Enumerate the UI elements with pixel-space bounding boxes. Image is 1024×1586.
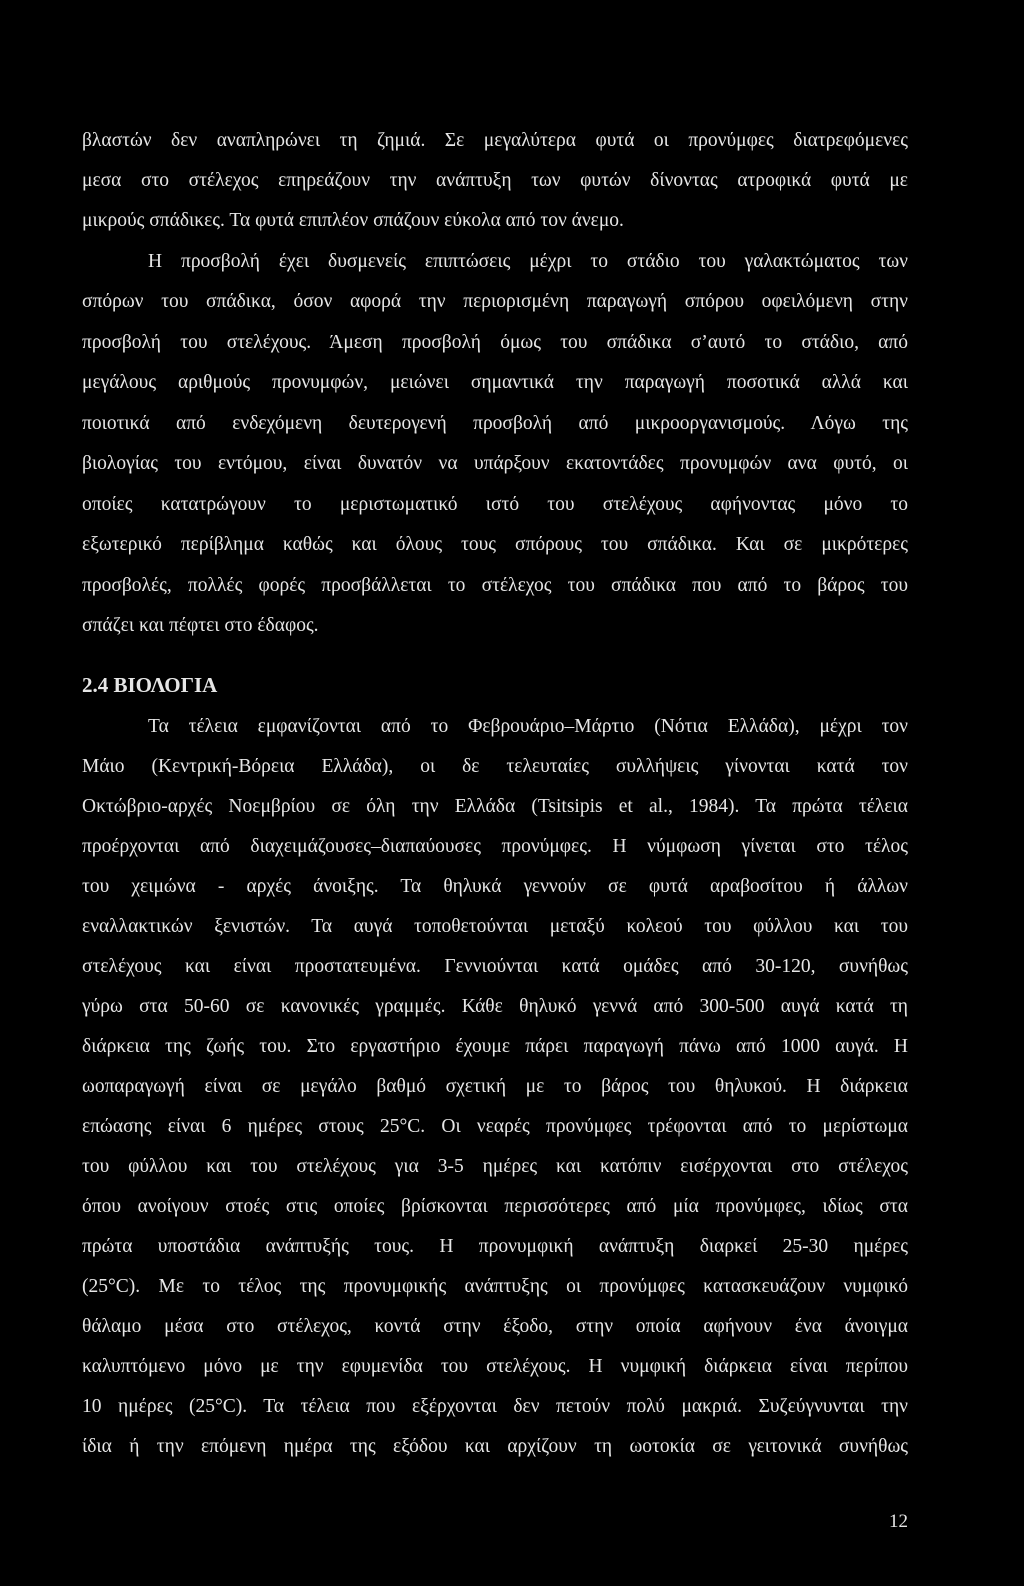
text-line: 10 ημέρες (25°C). Τα τέλεια που εξέρχονται δεν πετούν πολύ μακριά. Συζεύγνυνται την [82, 1396, 908, 1417]
text-line: οποίες κατατρώγουν το μεριστωματικό ιστό του στελέχους αφήνοντας μόνο το [82, 494, 908, 515]
text-line: εξωτερικό περίβλημα καθώς και όλους τους σπόρους του σπάδικα. Και σε μικρότερες [82, 534, 908, 555]
text-line: μικρούς σπάδικες. Τα φυτά επιπλέον σπάζουν εύκολα από τον άνεμο. [82, 210, 624, 231]
text-line: Μάιο (Κεντρική-Βόρεια Ελλάδα), οι δε τελευταίες συλλήψεις γίνονται κατά τον [82, 756, 908, 777]
text-line: μεσα στο στέλεχος επηρεάζουν την ανάπτυξη των φυτών δίνοντας ατροφικά φυτά με [82, 170, 908, 191]
text-line: ίδια ή την επόμενη ημέρα της εξόδου και αρχίζουν τη ωοτοκία σε γειτονικά συνήθως [82, 1436, 908, 1457]
text-line: σπόρων του σπάδικα, όσον αφορά την περιορισμένη παραγωγή σπόρου οφειλόμενη στην [82, 291, 908, 312]
page-number: 12 [889, 1511, 908, 1532]
section-heading: 2.4 ΒΙΟΛΟΓΙΑ [82, 673, 218, 697]
text-line: του χειμώνα - αρχές άνοιξης. Τα θηλυκά γεννούν σε φυτά αραβοσίτου ή άλλων [82, 876, 908, 897]
text-line: διάρκεια της ζωής του. Στο εργαστήριο έχουμε πάρει παραγωγή πάνω από 1000 αυγά. Η [82, 1036, 908, 1057]
text-line: στελέχους και είναι προστατευμένα. Γεννιούνται κατά ομάδες από 30-120, συνήθως [82, 956, 908, 977]
text-line: μεγάλους αριθμούς προνυμφών, μειώνει σημαντικά την παραγωγή ποσοτικά αλλά και [82, 372, 908, 393]
text-line: σπάζει και πέφτει στο έδαφος. [82, 615, 319, 636]
text-line: εναλλακτικών ξενιστών. Τα αυγά τοποθετούνται μεταξύ κολεού του φύλλου και του [82, 916, 908, 937]
text-line: Η προσβολή έχει δυσμενείς επιπτώσεις μέχρι το στάδιο του γαλακτώματος των [148, 251, 908, 272]
text-line: Τα τέλεια εμφανίζονται από το Φεβρουάριο–Μάρτιο (Νότια Ελλάδα), μέχρι τον [148, 716, 908, 737]
text-line: ποιοτικά από ενδεχόμενη δευτερογενή προσβολή από μικροοργανισμούς. Λόγω της [82, 413, 908, 434]
text-line: πρώτα υποστάδια ανάπτυξής τους. Η προνυμφική ανάπτυξη διαρκεί 25-30 ημέρες [82, 1236, 908, 1257]
text-line: βλαστών δεν αναπληρώνει τη ζημιά. Σε μεγαλύτερα φυτά οι προνύμφες διατρεφόμενες [82, 130, 908, 151]
text-line: όπου ανοίγουν στοές στις οποίες βρίσκονται περισσότερες από μία προνύμφες, ιδίως στα [82, 1196, 908, 1217]
text-line: (25°C). Με το τέλος της προνυμφικής ανάπτυξης οι προνύμφες κατασκευάζουν νυμφικό [82, 1276, 908, 1297]
text-line: γύρω στα 50-60 σε κανονικές γραμμές. Κάθε θηλυκό γεννά από 300-500 αυγά κατά τη [82, 996, 908, 1017]
text-line: Οκτώβριο-αρχές Νοεμβρίου σε όλη την Ελλάδα (Tsitsipis et al., 1984). Τα πρώτα τέλεια [82, 796, 908, 817]
text-line: θάλαμο μέσα στο στέλεχος, κοντά στην έξοδο, στην οποία αφήνουν ένα άνοιγμα [82, 1316, 908, 1337]
text-line: προσβολή του στελέχους. Άμεση προσβολή όμως του σπάδικα σ’αυτό το στάδιο, από [82, 332, 908, 353]
text-line: προέρχονται από διαχειμάζουσες–διαπαύουσες προνύμφες. Η νύμφωση γίνεται στο τέλος [82, 836, 908, 857]
text-line: προσβολές, πολλές φορές προσβάλλεται το στέλεχος του σπάδικα που από το βάρος του [82, 575, 908, 596]
text-line: καλυπτόμενο μόνο με την εφυμενίδα του στελέχους. Η νυμφική διάρκεια είναι περίπου [82, 1356, 908, 1377]
text-line: βιολογίας του εντόμου, είναι δυνατόν να υπάρξουν εκατοντάδες προνυμφών ανα φυτό, οι [82, 453, 908, 474]
text-line: του φύλλου και του στελέχους για 3-5 ημέρες και κατόπιν εισέρχονται στο στέλεχος [82, 1156, 908, 1177]
text-line: επώασης είναι 6 ημέρες στους 25°C. Οι νεαρές προνύμφες τρέφονται από το μερίστωμα [82, 1116, 908, 1137]
text-line: ωοπαραγωγή είναι σε μεγάλο βαθμό σχετική με το βάρος του θηλυκού. Η διάρκεια [82, 1076, 908, 1097]
